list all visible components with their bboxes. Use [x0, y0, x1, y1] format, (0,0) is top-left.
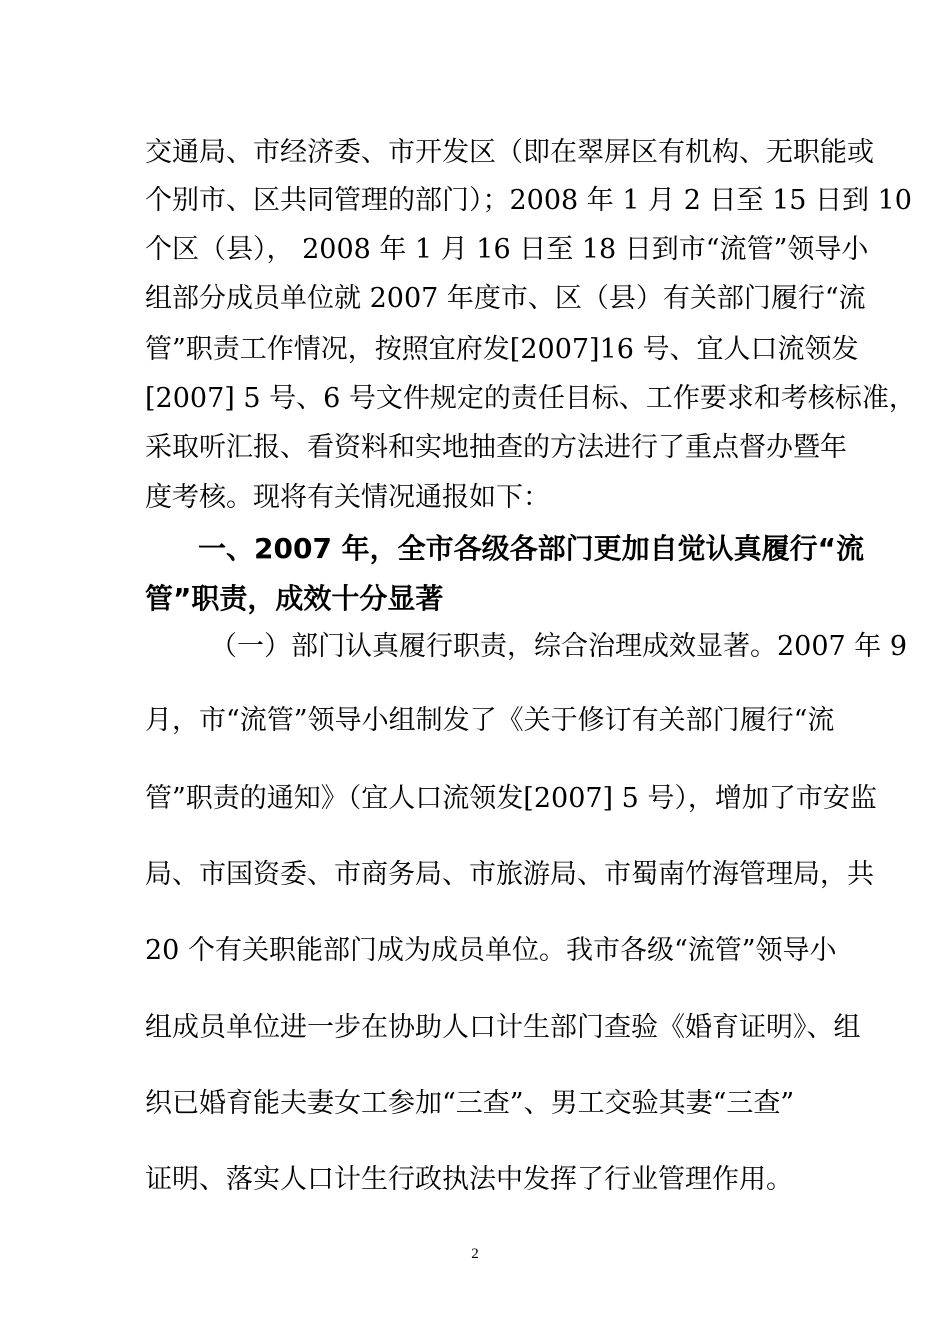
heading-line: 一、2007 年，全市各级各部门更加自觉认真履行“流 [198, 532, 865, 565]
text-line: （一）部门认真履行职责，综合治理成效显著。2007 年 9 [210, 631, 908, 662]
text-line: 织已婚育能夫妻女工参加“三查”、男工交验其妻“三查” [145, 1088, 795, 1119]
heading-line: 管”职责，成效十分显著 [145, 582, 444, 615]
text-line: 度考核。现将有关情况通报如下： [145, 482, 550, 513]
text-line: 采取听汇报、看资料和实地抽查的方法进行了重点督办暨年 [145, 432, 847, 463]
text-line: 交通局、市经济委、市开发区（即在翠屏区有机构、无职能或 [145, 137, 874, 168]
text-line: 20 个有关职能部门成为成员单位。我市各级“流管”领导小 [145, 935, 837, 966]
text-line: 组部分成员单位就 2007 年度市、区（县）有关部门履行“流 [145, 283, 866, 314]
text-line: 管”职责的通知》（宜人口流领发[2007] 5 号），增加了市安监 [145, 783, 877, 814]
text-line: 组成员单位进一步在协助人口计生部门查验《婚育证明》、组 [145, 1012, 861, 1043]
text-line: 局、市国资委、市商务局、市旅游局、市蜀南竹海管理局，共 [145, 859, 874, 890]
page-number: 2 [471, 1246, 479, 1262]
text-line: 月，市“流管”领导小组制发了《关于修订有关部门履行“流 [145, 705, 835, 736]
text-line: 个区（县）， 2008 年 1 月 16 日至 18 日到市“流管”领导小 [145, 234, 869, 265]
text-line: 管”职责工作情况，按照宜府发[2007]16 号、宜人口流领发 [145, 334, 859, 365]
text-line: 证明、落实人口计生行政执法中发挥了行业管理作用。 [145, 1164, 793, 1195]
text-line: [2007] 5 号、6 号文件规定的责任目标、工作要求和考核标准， [145, 383, 916, 414]
text-line: 个别市、区共同管理的部门）；2008 年 1 月 2 日至 15 日到 10 [145, 185, 912, 216]
